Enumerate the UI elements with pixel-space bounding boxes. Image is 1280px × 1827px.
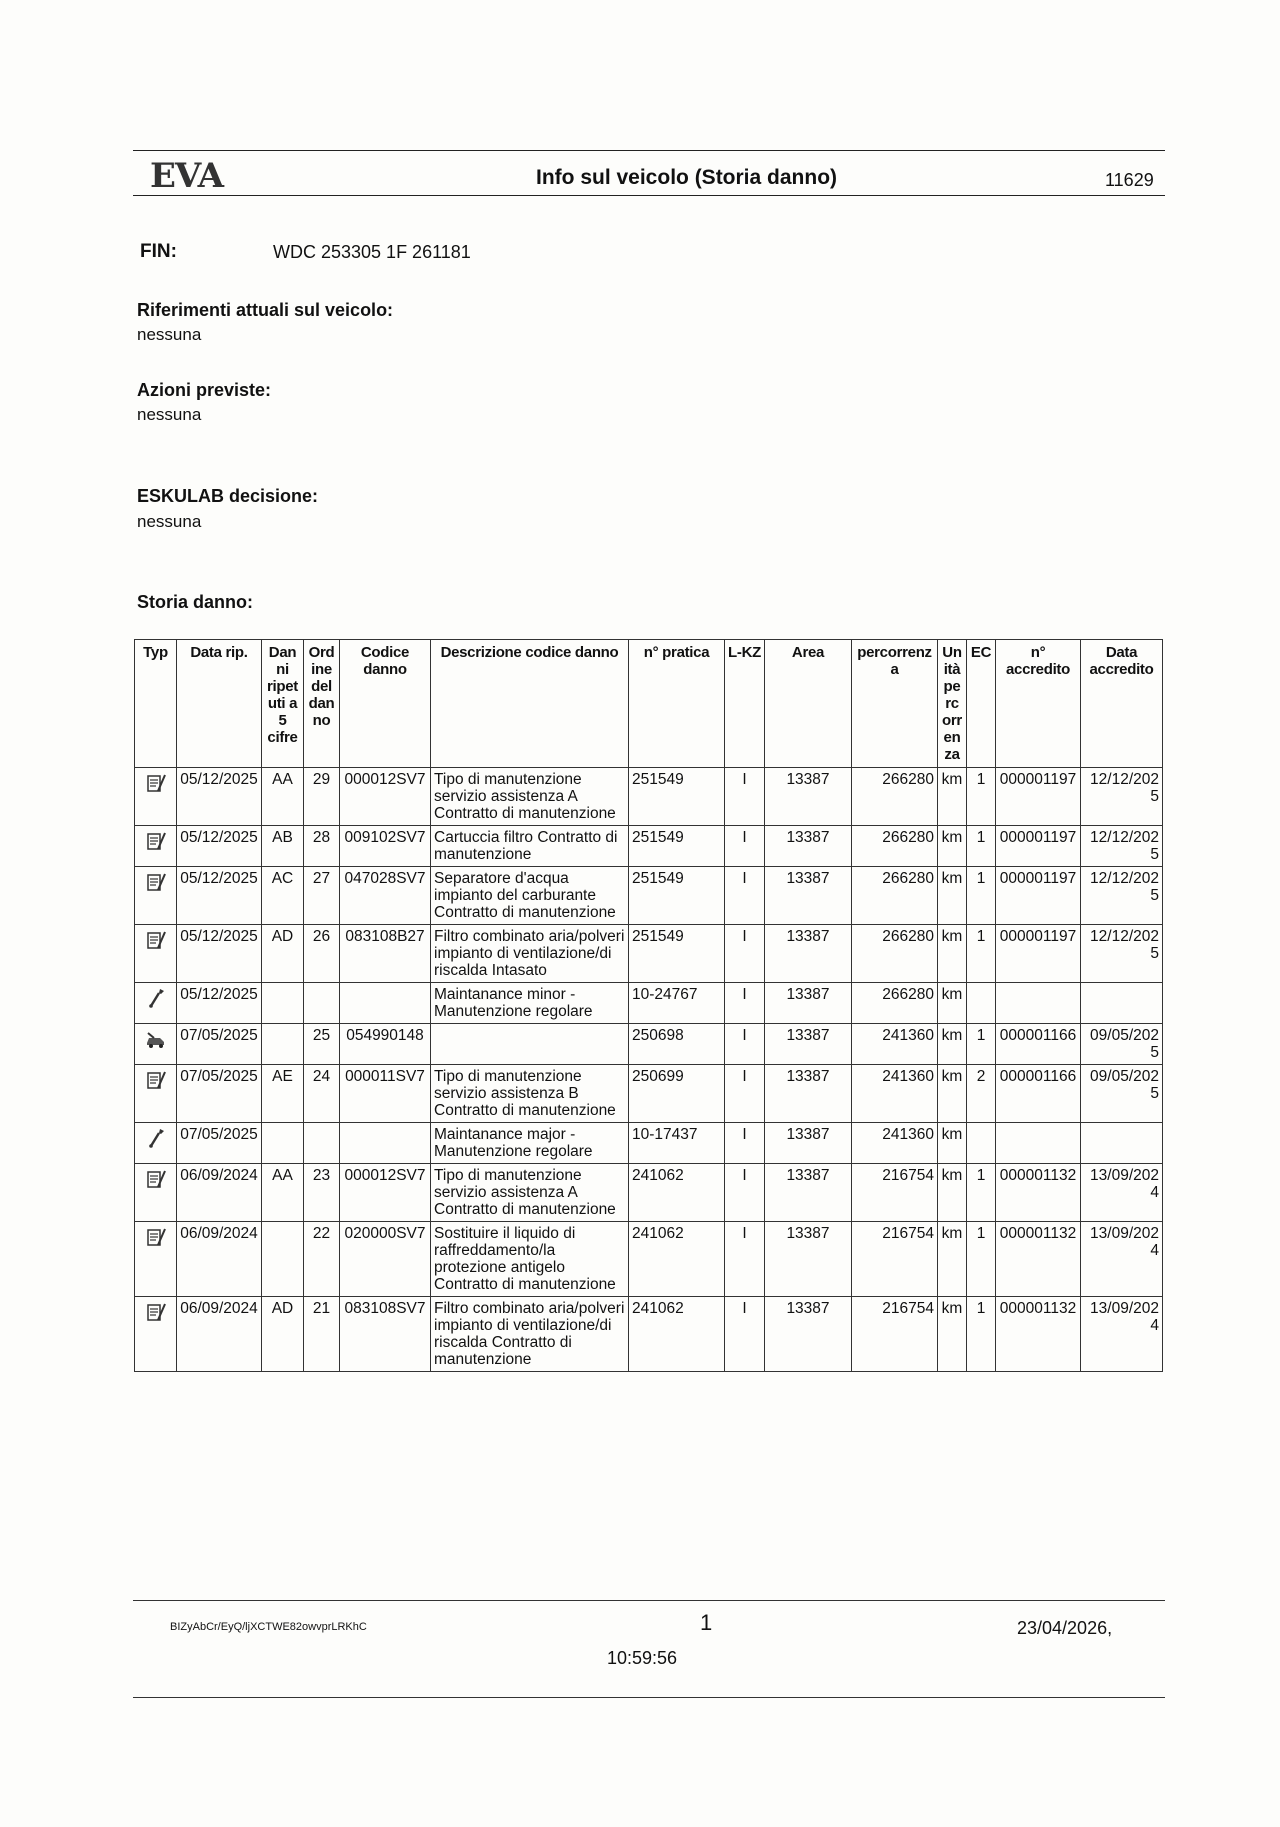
- azioni-value: nessuna: [137, 405, 202, 424]
- data-accredito-cell: [1081, 1123, 1163, 1164]
- codice-cell: 054990148: [340, 1024, 431, 1065]
- danni-cell: AD: [262, 925, 304, 983]
- data-accredito-cell: 13/09/2024: [1081, 1297, 1163, 1372]
- eva-logo: EVA: [150, 156, 224, 196]
- percorrenza-cell: 216754: [852, 1297, 938, 1372]
- danni-cell: AE: [262, 1065, 304, 1123]
- typ-cell: [135, 1222, 177, 1297]
- ec-cell: 1: [967, 867, 996, 925]
- ordine-cell: [304, 983, 340, 1024]
- percorrenza-cell: 241360: [852, 1024, 938, 1065]
- col-header: n° accredito: [996, 640, 1081, 768]
- col-header: Typ: [135, 640, 177, 768]
- data-rip-cell: 07/05/2025: [177, 1065, 262, 1123]
- fin-value: WDC 253305 1F 261181: [273, 242, 471, 262]
- percorrenza-cell: 241360: [852, 1123, 938, 1164]
- codice-cell: 020000SV7: [340, 1222, 431, 1297]
- typ-cell: [135, 983, 177, 1024]
- area-cell: 13387: [765, 826, 852, 867]
- storia-danno-table: [134, 639, 1163, 1372]
- clipboard-icon: [144, 870, 168, 894]
- typ-cell: [135, 1297, 177, 1372]
- col-header: L-KZ: [725, 640, 765, 768]
- percorrenza-cell: 266280: [852, 925, 938, 983]
- table-row: [135, 1164, 1163, 1222]
- data-rip-cell: 05/12/2025: [177, 983, 262, 1024]
- riferimenti-value: nessuna: [137, 325, 202, 344]
- descrizione-cell: Tipo di manutenzione servizio assistenza A Contratto di manutenzione: [431, 768, 629, 826]
- pratica-cell: 241062: [629, 1222, 725, 1297]
- car-damage-icon: [144, 1027, 168, 1051]
- danni-cell: AB: [262, 826, 304, 867]
- lkz-cell: I: [725, 1065, 765, 1123]
- ordine-cell: 22: [304, 1222, 340, 1297]
- accredito-cell: [996, 983, 1081, 1024]
- descrizione-cell: Maintanance major - Manutenzione regolare: [431, 1123, 629, 1164]
- percorrenza-cell: 266280: [852, 768, 938, 826]
- typ-cell: [135, 1065, 177, 1123]
- percorrenza-cell: 266280: [852, 983, 938, 1024]
- area-cell: 13387: [765, 1024, 852, 1065]
- typ-cell: [135, 826, 177, 867]
- pratica-cell: 241062: [629, 1297, 725, 1372]
- pratica-cell: 250698: [629, 1024, 725, 1065]
- lkz-cell: I: [725, 768, 765, 826]
- wrench-icon: [144, 1126, 168, 1150]
- page-number: 1: [700, 1610, 713, 1635]
- data-rip-cell: 07/05/2025: [177, 1024, 262, 1065]
- ordine-cell: 27: [304, 867, 340, 925]
- ec-cell: 1: [967, 925, 996, 983]
- data-accredito-cell: 09/05/2025: [1081, 1024, 1163, 1065]
- pratica-cell: 251549: [629, 867, 725, 925]
- codice-cell: 083108B27: [340, 925, 431, 983]
- unita-cell: km: [938, 1065, 967, 1123]
- pratica-cell: 10-24767: [629, 983, 725, 1024]
- print-time: 10:59:56: [607, 1648, 678, 1668]
- ec-cell: 1: [967, 1024, 996, 1065]
- unita-cell: km: [938, 1024, 967, 1065]
- percorrenza-cell: 241360: [852, 1065, 938, 1123]
- codice-cell: 000012SV7: [340, 1164, 431, 1222]
- descrizione-cell: Filtro combinato aria/polveri impianto di ventilazione/di riscalda Contratto di manutenzione: [431, 1297, 629, 1372]
- danni-cell: AA: [262, 1164, 304, 1222]
- data-rip-cell: 06/09/2024: [177, 1222, 262, 1297]
- lkz-cell: I: [725, 1164, 765, 1222]
- pratica-cell: 250699: [629, 1065, 725, 1123]
- clipboard-icon: [144, 771, 168, 795]
- data-rip-cell: 05/12/2025: [177, 925, 262, 983]
- descrizione-cell: Tipo di manutenzione servizio assistenza B Contratto di manutenzione: [431, 1065, 629, 1123]
- unita-cell: km: [938, 768, 967, 826]
- data-accredito-cell: 12/12/2025: [1081, 826, 1163, 867]
- descrizione-cell: [431, 1024, 629, 1065]
- clipboard-icon: [144, 1167, 168, 1191]
- unita-cell: km: [938, 925, 967, 983]
- lkz-cell: I: [725, 1123, 765, 1164]
- data-rip-cell: 06/09/2024: [177, 1297, 262, 1372]
- accredito-cell: 000001132: [996, 1164, 1081, 1222]
- codice-cell: 009102SV7: [340, 826, 431, 867]
- accredito-cell: 000001132: [996, 1222, 1081, 1297]
- typ-cell: [135, 1024, 177, 1065]
- ec-cell: [967, 983, 996, 1024]
- pratica-cell: 241062: [629, 1164, 725, 1222]
- unita-cell: km: [938, 867, 967, 925]
- footer-bottom-rule: [133, 1697, 1165, 1698]
- ec-cell: 1: [967, 1222, 996, 1297]
- codice-cell: [340, 983, 431, 1024]
- danni-cell: AC: [262, 867, 304, 925]
- accredito-cell: 000001132: [996, 1297, 1081, 1372]
- unita-cell: km: [938, 1164, 967, 1222]
- col-header: Data rip.: [177, 640, 262, 768]
- area-cell: 13387: [765, 867, 852, 925]
- azioni-label: Azioni previste:: [137, 380, 272, 400]
- page-title: Info sul veicolo (Storia danno): [536, 166, 838, 189]
- ordine-cell: 23: [304, 1164, 340, 1222]
- col-header: EC: [967, 640, 996, 768]
- ordine-cell: 25: [304, 1024, 340, 1065]
- table-row: [135, 1222, 1163, 1297]
- codice-cell: 000012SV7: [340, 768, 431, 826]
- area-cell: 13387: [765, 1065, 852, 1123]
- clipboard-icon: [144, 1300, 168, 1324]
- pratica-cell: 251549: [629, 826, 725, 867]
- data-accredito-cell: 12/12/2025: [1081, 768, 1163, 826]
- ec-cell: 1: [967, 768, 996, 826]
- area-cell: 13387: [765, 768, 852, 826]
- area-cell: 13387: [765, 925, 852, 983]
- ec-cell: 1: [967, 1297, 996, 1372]
- eskulab-value: nessuna: [137, 512, 202, 531]
- eskulab-label: ESKULAB decisione:: [137, 486, 319, 506]
- clipboard-icon: [144, 928, 168, 952]
- data-accredito-cell: 09/05/2025: [1081, 1065, 1163, 1123]
- riferimenti-label: Riferimenti attuali sul veicolo:: [137, 300, 394, 320]
- data-accredito-cell: [1081, 983, 1163, 1024]
- table-row: [135, 1024, 1163, 1065]
- lkz-cell: I: [725, 925, 765, 983]
- pratica-cell: 251549: [629, 768, 725, 826]
- col-header: Area: [765, 640, 852, 768]
- table-row: [135, 983, 1163, 1024]
- area-cell: 13387: [765, 1222, 852, 1297]
- danni-cell: AA: [262, 768, 304, 826]
- header-bottom-rule: [133, 195, 1165, 196]
- descrizione-cell: Separatore d'acqua impianto del carburante Contratto di manutenzione: [431, 867, 629, 925]
- typ-cell: [135, 1164, 177, 1222]
- ordine-cell: 24: [304, 1065, 340, 1123]
- accredito-cell: 000001197: [996, 768, 1081, 826]
- danni-cell: AD: [262, 1297, 304, 1372]
- col-header: Ordine del danno: [304, 640, 340, 768]
- unita-cell: km: [938, 983, 967, 1024]
- footer-code: BIZyAbCr/EyQ/ljXCTWE82owvprLRKhC: [170, 1621, 367, 1633]
- table-row: [135, 925, 1163, 983]
- accredito-cell: [996, 1123, 1081, 1164]
- codice-cell: [340, 1123, 431, 1164]
- lkz-cell: I: [725, 1297, 765, 1372]
- header-top-rule: [133, 150, 1165, 151]
- data-rip-cell: 05/12/2025: [177, 768, 262, 826]
- danni-cell: [262, 1222, 304, 1297]
- table-row: [135, 1297, 1163, 1372]
- typ-cell: [135, 1123, 177, 1164]
- lkz-cell: I: [725, 867, 765, 925]
- ec-cell: [967, 1123, 996, 1164]
- accredito-cell: 000001197: [996, 867, 1081, 925]
- table-header-row: [135, 640, 1163, 768]
- col-header: Descrizione codice danno: [431, 640, 629, 768]
- ordine-cell: 28: [304, 826, 340, 867]
- typ-cell: [135, 925, 177, 983]
- danni-cell: [262, 1024, 304, 1065]
- area-cell: 13387: [765, 983, 852, 1024]
- table-row: [135, 1123, 1163, 1164]
- area-cell: 13387: [765, 1164, 852, 1222]
- descrizione-cell: Filtro combinato aria/polveri impianto di ventilazione/di riscalda Intasato: [431, 925, 629, 983]
- data-accredito-cell: 13/09/2024: [1081, 1222, 1163, 1297]
- descrizione-cell: Cartuccia filtro Contratto di manutenzione: [431, 826, 629, 867]
- ordine-cell: 29: [304, 768, 340, 826]
- unita-cell: km: [938, 826, 967, 867]
- clipboard-icon: [144, 1225, 168, 1249]
- accredito-cell: 000001197: [996, 925, 1081, 983]
- accredito-cell: 000001197: [996, 826, 1081, 867]
- print-date: 23/04/2026,: [1017, 1618, 1113, 1638]
- codice-cell: 047028SV7: [340, 867, 431, 925]
- ordine-cell: 21: [304, 1297, 340, 1372]
- col-header: n° pratica: [629, 640, 725, 768]
- ec-cell: 2: [967, 1065, 996, 1123]
- col-header: Danni ripetuti a 5 cifre: [262, 640, 304, 768]
- col-header: Unità percorrenza: [938, 640, 967, 768]
- storia-label: Storia danno:: [137, 592, 253, 612]
- codice-cell: 000011SV7: [340, 1065, 431, 1123]
- pratica-cell: 251549: [629, 925, 725, 983]
- data-accredito-cell: 12/12/2025: [1081, 925, 1163, 983]
- typ-cell: [135, 768, 177, 826]
- table-row: [135, 768, 1163, 826]
- lkz-cell: I: [725, 1024, 765, 1065]
- document-number: 11629: [1105, 170, 1154, 190]
- ordine-cell: 26: [304, 925, 340, 983]
- unita-cell: km: [938, 1222, 967, 1297]
- fin-label: FIN:: [140, 241, 177, 262]
- ec-cell: 1: [967, 826, 996, 867]
- percorrenza-cell: 216754: [852, 1164, 938, 1222]
- lkz-cell: I: [725, 983, 765, 1024]
- accredito-cell: 000001166: [996, 1065, 1081, 1123]
- data-rip-cell: 06/09/2024: [177, 1164, 262, 1222]
- data-accredito-cell: 13/09/2024: [1081, 1164, 1163, 1222]
- area-cell: 13387: [765, 1123, 852, 1164]
- lkz-cell: I: [725, 826, 765, 867]
- ordine-cell: [304, 1123, 340, 1164]
- data-rip-cell: 05/12/2025: [177, 826, 262, 867]
- lkz-cell: I: [725, 1222, 765, 1297]
- clipboard-icon: [144, 1068, 168, 1092]
- table-row: [135, 867, 1163, 925]
- data-accredito-cell: 12/12/2025: [1081, 867, 1163, 925]
- col-header: percorrenza: [852, 640, 938, 768]
- danni-cell: [262, 1123, 304, 1164]
- percorrenza-cell: 216754: [852, 1222, 938, 1297]
- table-row: [135, 826, 1163, 867]
- footer-top-rule: [133, 1600, 1165, 1601]
- col-header: Data accredito: [1081, 640, 1163, 768]
- codice-cell: 083108SV7: [340, 1297, 431, 1372]
- descrizione-cell: Sostituire il liquido di raffreddamento/la protezione antigelo Contratto di manutenzione: [431, 1222, 629, 1297]
- clipboard-icon: [144, 829, 168, 853]
- accredito-cell: 000001166: [996, 1024, 1081, 1065]
- descrizione-cell: Tipo di manutenzione servizio assistenza A Contratto di manutenzione: [431, 1164, 629, 1222]
- danni-cell: [262, 983, 304, 1024]
- wrench-icon: [144, 986, 168, 1010]
- unita-cell: km: [938, 1123, 967, 1164]
- pratica-cell: 10-17437: [629, 1123, 725, 1164]
- unita-cell: km: [938, 1297, 967, 1372]
- col-header: Codice danno: [340, 640, 431, 768]
- percorrenza-cell: 266280: [852, 867, 938, 925]
- typ-cell: [135, 867, 177, 925]
- ec-cell: 1: [967, 1164, 996, 1222]
- descrizione-cell: Maintanance minor - Manutenzione regolare: [431, 983, 629, 1024]
- area-cell: 13387: [765, 1297, 852, 1372]
- data-rip-cell: 07/05/2025: [177, 1123, 262, 1164]
- data-rip-cell: 05/12/2025: [177, 867, 262, 925]
- table-row: [135, 1065, 1163, 1123]
- percorrenza-cell: 266280: [852, 826, 938, 867]
